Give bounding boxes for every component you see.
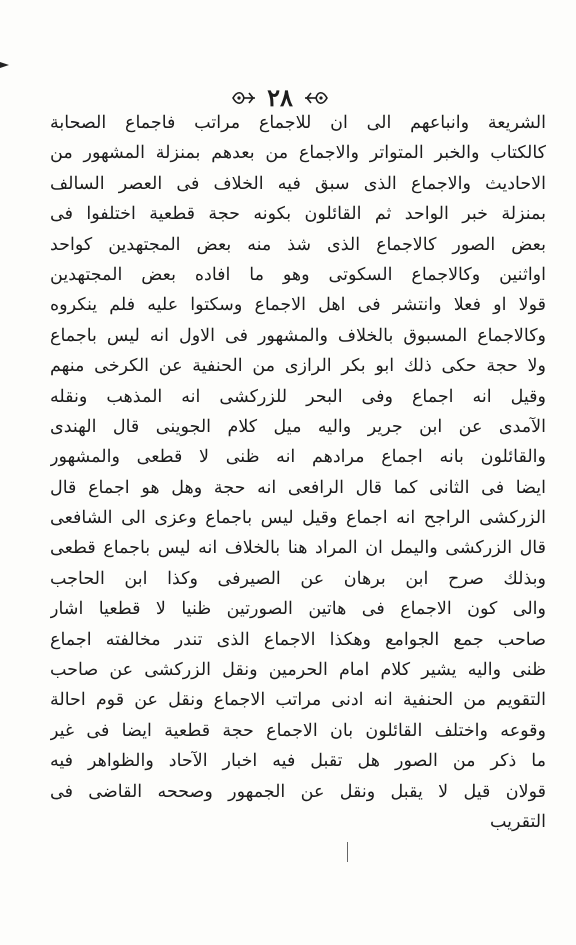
text-line: قولان قيل لا يقبل ونقل عن الجمهور وصححه القاضى فى (50, 781, 546, 802)
text-line: كالكتاب والخبر المتواتر والاجماع من بعدهم بمنزلة المشهور من (50, 143, 546, 164)
text-line: ولا حجة حكى ذلك ابو بكر الرازى من الحنفية عن الكرخى منهم (50, 356, 546, 377)
text-line: بمنزلة خبر الواحد ثم القائلون بكونه حجة قطعية اختلفوا فى (50, 204, 546, 225)
margin-mark (0, 62, 9, 68)
text-line: ظنى واليه يشير كلام امام الحرمين ونقل الزركشى عن صاحب (50, 660, 546, 681)
text-line: والقائلون بانه اجماع مرادهم انه ظنى لا قطعى والمشهور (50, 447, 546, 468)
text-line: الاحاديث والاجماع الذى سبق فيه الخلاف فى العصر السالف (50, 173, 546, 194)
text-line: ما ذكر من الصور هل تقبل فيه اخبار الآحاد والظواهر فيه (50, 751, 546, 772)
text-line: وقوعه واختلف القائلون بان الاجماع حجة قطعية ايضا فى غير (50, 720, 546, 741)
text-line: بعض الصور كالاجماع الذى شذ منه بعض المجتهدين كواحد (50, 234, 546, 255)
text-line: الزركشى الراجح انه اجماع وقيل ليس باجماع وعزى الى الشافعى (50, 508, 546, 529)
ornament-left-icon (231, 87, 257, 109)
stray-mark (347, 842, 348, 862)
page-number: ٢٨ (267, 83, 293, 112)
text-line: اواثنين وكالاجماع السكوتى وهو ما افاده بعض المجتهدين (50, 264, 546, 285)
text-line: الآمدى عن ابن جرير واليه ميل كلام الجوينى قال الهندى (50, 416, 546, 437)
text-line: التقريب (489, 811, 546, 832)
text-line: قال الزركشى واليمل ان المراد هنا بالخلاف انه ليس باجماع قطعى (50, 538, 546, 559)
text-line: وبذلك صرح ابن برهان عن الصيرفى وكذا ابن الحاجب (50, 568, 546, 589)
text-line: الشريعة وانباعهم الى ان للاجماع مراتب فاجماع الصحابة (50, 113, 546, 133)
text-line: صاحب جمع الجوامع وهكذا الاجماع الذى تندر مخالفته اجماع (50, 629, 546, 650)
ornament-right-icon (303, 87, 329, 109)
text-line: وكالاجماع المسبوق بالخلاف والمشهور فى الاول انه ليس باجماع (50, 325, 546, 346)
text-line: التقويم من الحنفية انه ادنى مراتب الاجماع ونقل عن قوم احالة (50, 690, 546, 711)
body-text (50, 108, 546, 837)
text-line: ايضا فى الثانى كما قال الرافعى انه حجة وهل هو اجماع قال (50, 477, 546, 498)
text-line: وقيل انه اجماع وفى البحر للزركشى انه المذهب ونقله (50, 386, 546, 407)
text-line: والى كون الاجماع فى هاتين الصورتين ظنيا لا قطعيا اشار (50, 599, 546, 620)
text-line: قولا او فعلا وانتشر فى اهل الاجماع وسكتوا عليه فلم ينكروه (50, 295, 546, 316)
